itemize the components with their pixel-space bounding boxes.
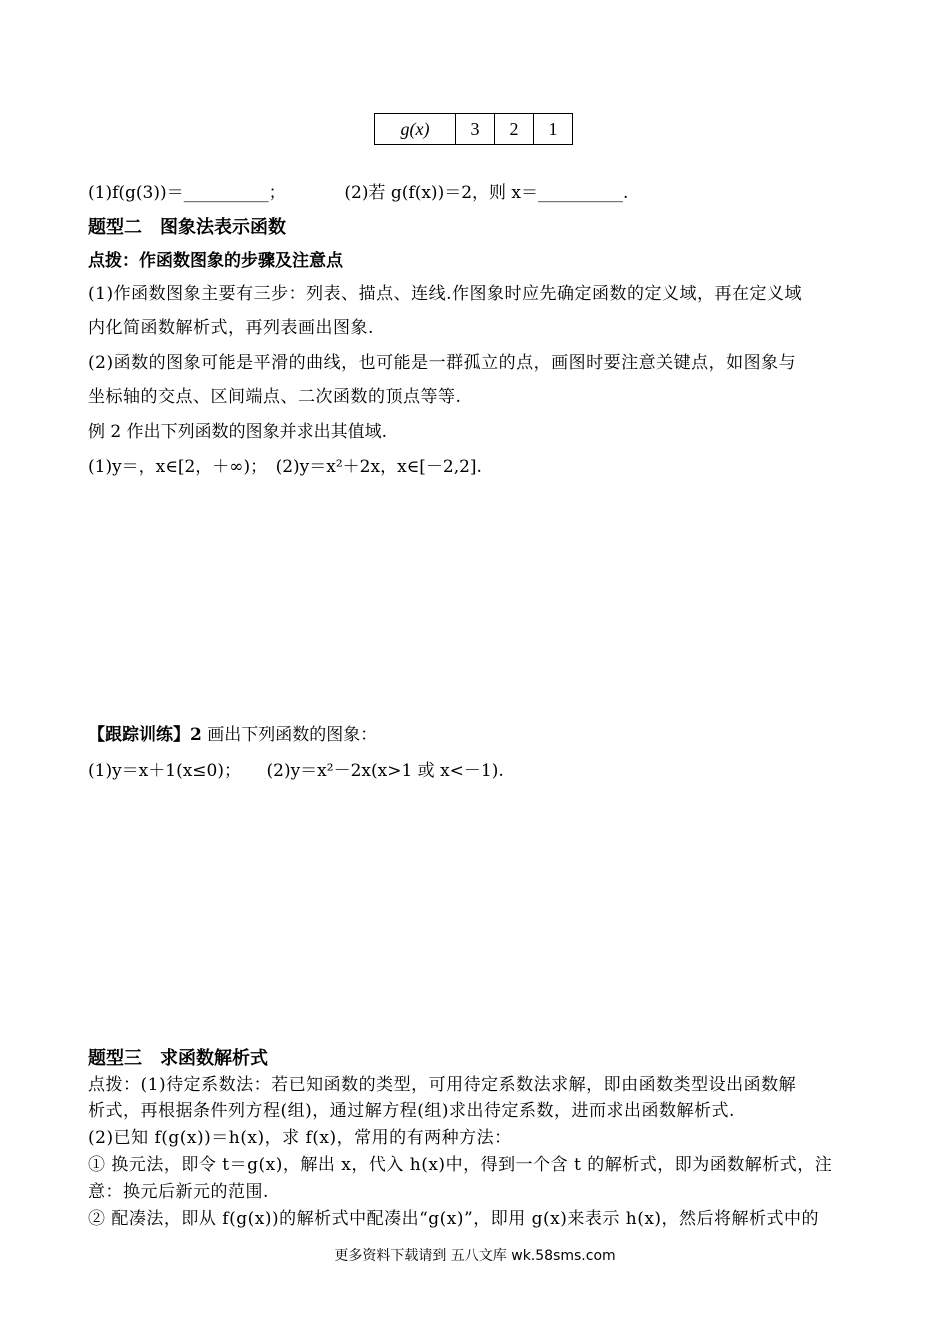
section-3-line6: ② 配凑法，即从 f(g(x))的解析式中配凑出“g(x)”，即用 g(x)来表示 h(x)，然后将解析式中的 bbox=[88, 1209, 820, 1229]
practice-2-text: 画出下列函数的图象： bbox=[201, 725, 378, 745]
section-3-line2: 析式，再根据条件列方程(组)，通过解方程(组)求出待定系数，进而求出函数解析式. bbox=[88, 1101, 735, 1121]
page-footer: 更多资料下载请到 五八文库 wk.58sms.com bbox=[334, 1248, 616, 1264]
section-2-para1-line1: (1)作函数图象主要有三步：列表、描点、连线.作图象时应先确定函数的定义域，再在定义域 bbox=[88, 284, 802, 304]
question-1-part1: (1)f(g(3))＝__________； bbox=[88, 183, 286, 203]
section-3-line1: 点拨：(1)待定系数法：若已知函数的类型，可用待定系数法求解，即由函数类型设出函数解 bbox=[88, 1075, 797, 1095]
practice-2-items: (1)y＝x＋1(x≤0)； (2)y＝x²－2x(x>1 或 x<－1). bbox=[88, 761, 504, 781]
practice-2-title: 【跟踪训练】2 bbox=[88, 725, 202, 745]
table-cell: 3 bbox=[456, 114, 495, 145]
section-3-title: 题型三 求函数解析式 bbox=[88, 1048, 268, 1069]
table-header-cell: g(x) bbox=[375, 114, 456, 145]
section-3-line4: ① 换元法，即令 t＝g(x)，解出 x，代入 h(x)中，得到一个含 t 的解析式，即为函数解析式，注 bbox=[88, 1155, 833, 1175]
practice-2-heading bbox=[88, 724, 377, 746]
value-table bbox=[374, 113, 573, 145]
table-cell: 2 bbox=[495, 114, 534, 145]
section-3-line5: 意：换元后新元的范围. bbox=[88, 1182, 269, 1202]
table-row bbox=[375, 114, 573, 145]
example-2-title: 例 2 作出下列函数的图象并求出其值域. bbox=[88, 422, 388, 442]
section-2-para1-line2: 内化简函数解析式，再列表画出图象. bbox=[88, 318, 374, 338]
section-2-title: 题型二 图象法表示函数 bbox=[88, 217, 286, 238]
section-2-tip-title: 点拨：作函数图象的步骤及注意点 bbox=[88, 251, 343, 271]
section-2-para2-line1: (2)函数的图象可能是平滑的曲线，也可能是一群孤立的点，画图时要注意关键点，如图象与 bbox=[88, 353, 797, 373]
question-1-line bbox=[88, 182, 628, 204]
section-3-line3: (2)已知 f(g(x))＝h(x)，求 f(x)，常用的有两种方法： bbox=[88, 1128, 512, 1148]
section-2-para2-line2: 坐标轴的交点、区间端点、二次函数的顶点等等. bbox=[88, 387, 462, 407]
question-1-part2: (2)若 g(f(x))＝2，则 x＝__________. bbox=[344, 183, 629, 203]
table-cell: 1 bbox=[534, 114, 573, 145]
example-2-items: (1)y＝，x∈[2，＋∞)； (2)y＝x²＋2x，x∈[－2,2]. bbox=[88, 457, 482, 477]
